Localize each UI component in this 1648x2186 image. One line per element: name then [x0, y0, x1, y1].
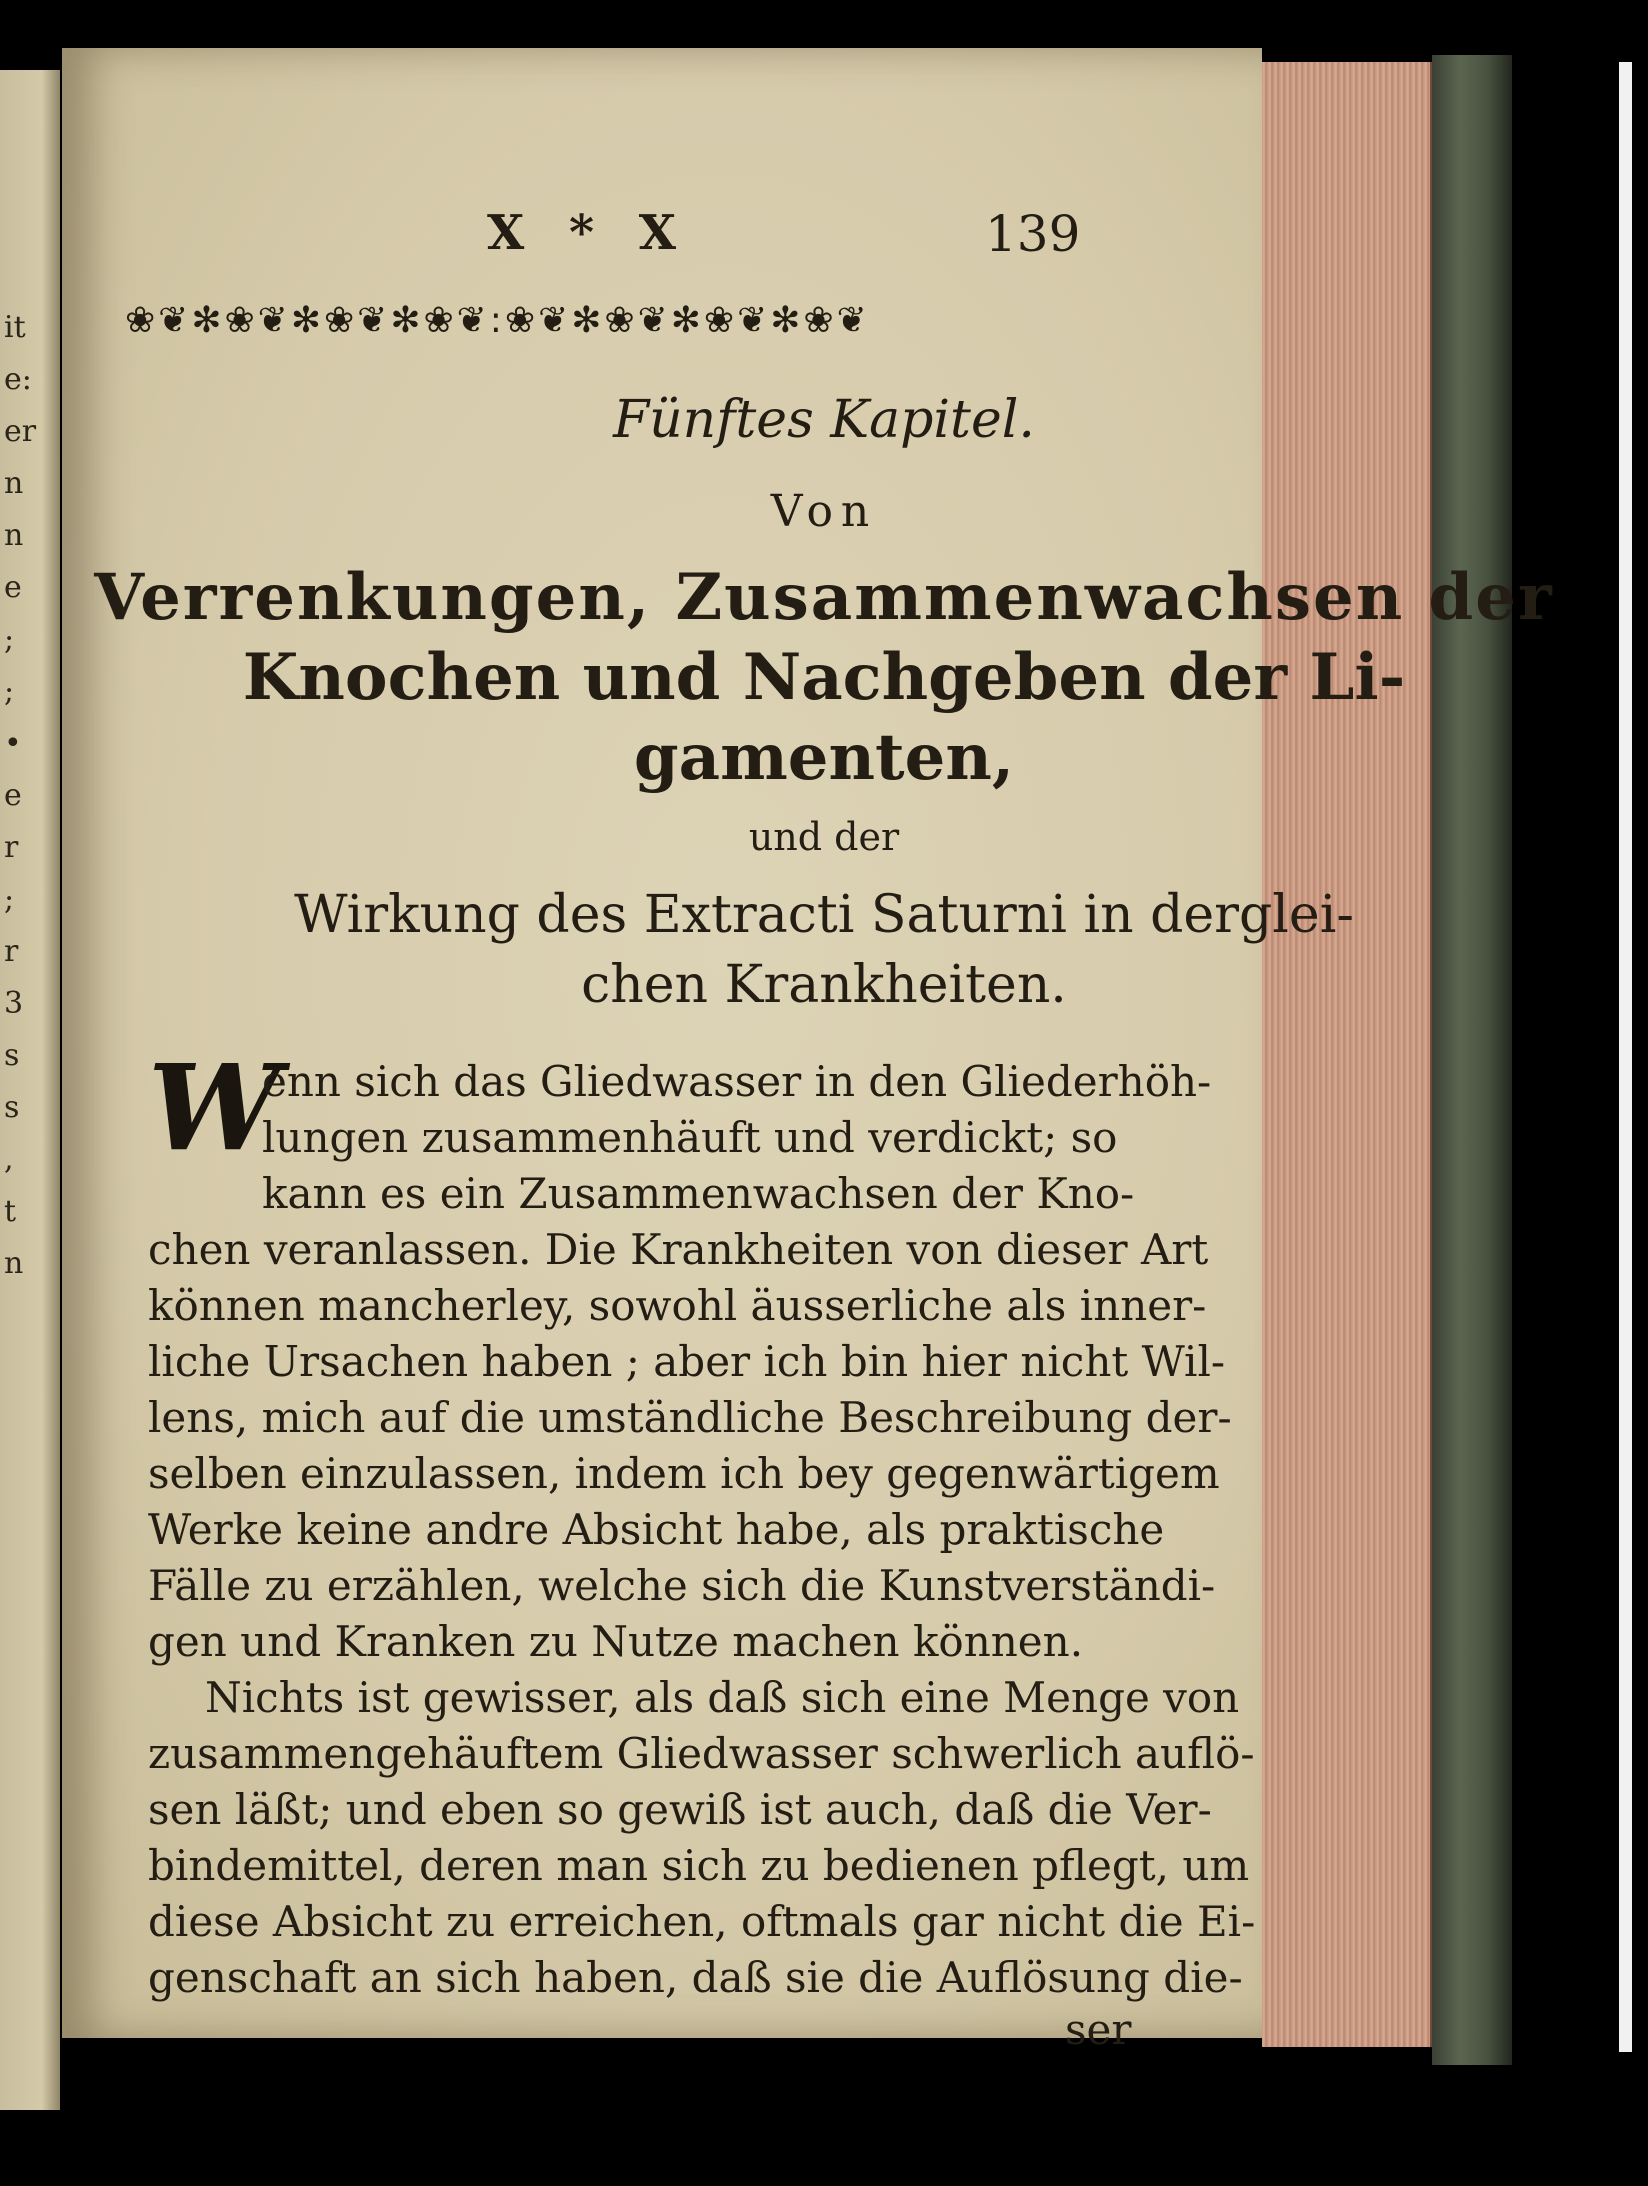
body-line: Werke keine andre Absicht habe, als praktische: [148, 1505, 1165, 1554]
chapter-subtitle-line: chen Krankheiten.: [581, 955, 1067, 1015]
previous-page-fragment: r: [4, 934, 19, 969]
running-head: X * X: [487, 205, 691, 261]
scale-ruler-track: [1619, 62, 1632, 2052]
previous-page-fragment: n: [4, 1246, 24, 1281]
previous-page-fragment: e: [4, 570, 22, 605]
previous-page-fragment: s: [4, 1090, 20, 1125]
previous-page-fragment: n: [4, 466, 24, 501]
body-line: können mancherley, sowohl äusserliche als inner-: [148, 1281, 1207, 1330]
previous-page-fragment: r: [4, 830, 19, 865]
body-line: lungen zusammenhäuft und verdickt; so: [262, 1113, 1118, 1162]
body-line: gen und Kranken zu Nutze machen können.: [148, 1617, 1084, 1666]
body-line: selben einzulassen, indem ich bey gegenwärtigem: [148, 1449, 1220, 1498]
page-edges: [1262, 62, 1433, 2047]
body-line: sen läßt; und eben so gewiß ist auch, daß die Ver-: [148, 1785, 1212, 1834]
previous-page-fragment: ,: [4, 1142, 14, 1177]
previous-page-fragment: ;: [4, 674, 15, 709]
chapter-und-der: und der: [748, 815, 900, 859]
body-line: genschaft an sich haben, daß sie die Auflösung die-: [148, 1953, 1243, 2002]
body-line: Fälle zu erzählen, welche sich die Kunstverständi-: [148, 1561, 1216, 1610]
body-line: enn sich das Gliedwasser in den Gliederhöh-: [262, 1057, 1212, 1106]
catchword: ser: [1065, 2005, 1132, 2054]
chapter-title-line: gamenten,: [633, 720, 1015, 795]
previous-page-fragment: ;: [4, 882, 15, 917]
previous-page-fragment: it: [4, 310, 26, 345]
previous-page-fragment: e: [4, 778, 22, 813]
previous-page-fragment: er: [4, 414, 37, 449]
chapter-von: Von: [770, 486, 878, 537]
previous-page-fragment: n: [4, 518, 24, 553]
body-line: chen veranlassen. Die Krankheiten von dieser Art: [148, 1225, 1209, 1274]
ornament-border: ❀❦✻❀❦✻❀❦✻❀❦:❀❦✻❀❦✻❀❦✻❀❦: [125, 300, 870, 341]
previous-page-edge: [0, 70, 60, 2110]
body-line: bindemittel, deren man sich zu bedienen pflegt, um: [148, 1841, 1250, 1890]
chapter-title-line: Knochen und Nachgeben der Li-: [242, 640, 1406, 715]
body-line: diese Absicht zu erreichen, oftmals gar nicht die Ei-: [148, 1897, 1256, 1946]
previous-page-fragment: s: [4, 1038, 20, 1073]
previous-page-fragment: t: [4, 1194, 17, 1229]
body-line: Nichts ist gewisser, als daß sich eine Menge von: [205, 1673, 1240, 1722]
previous-page-fragment: ;: [4, 622, 15, 657]
book-cover: [1432, 55, 1512, 2065]
chapter-label: Fünftes Kapitel.: [613, 390, 1035, 450]
chapter-title-line: Verrenkungen, Zusammenwachsen der: [94, 560, 1554, 635]
body-line: lens, mich auf die umständliche Beschreibung der-: [148, 1393, 1232, 1442]
previous-page-fragment: e:: [4, 362, 32, 397]
chapter-subtitle-line: Wirkung des Extracti Saturni in derglei-: [294, 885, 1354, 945]
previous-page-fragment: •: [4, 726, 22, 761]
page-number: 139: [985, 205, 1081, 263]
body-line: kann es ein Zusammenwachsen der Kno-: [262, 1169, 1135, 1218]
body-line: zusammengehäuftem Gliedwasser schwerlich auflö-: [148, 1729, 1255, 1778]
previous-page-fragment: 3: [4, 986, 24, 1021]
drop-cap: W: [148, 1038, 281, 1177]
body-line: liche Ursachen haben ; aber ich bin hier nicht Wil-: [148, 1337, 1226, 1386]
